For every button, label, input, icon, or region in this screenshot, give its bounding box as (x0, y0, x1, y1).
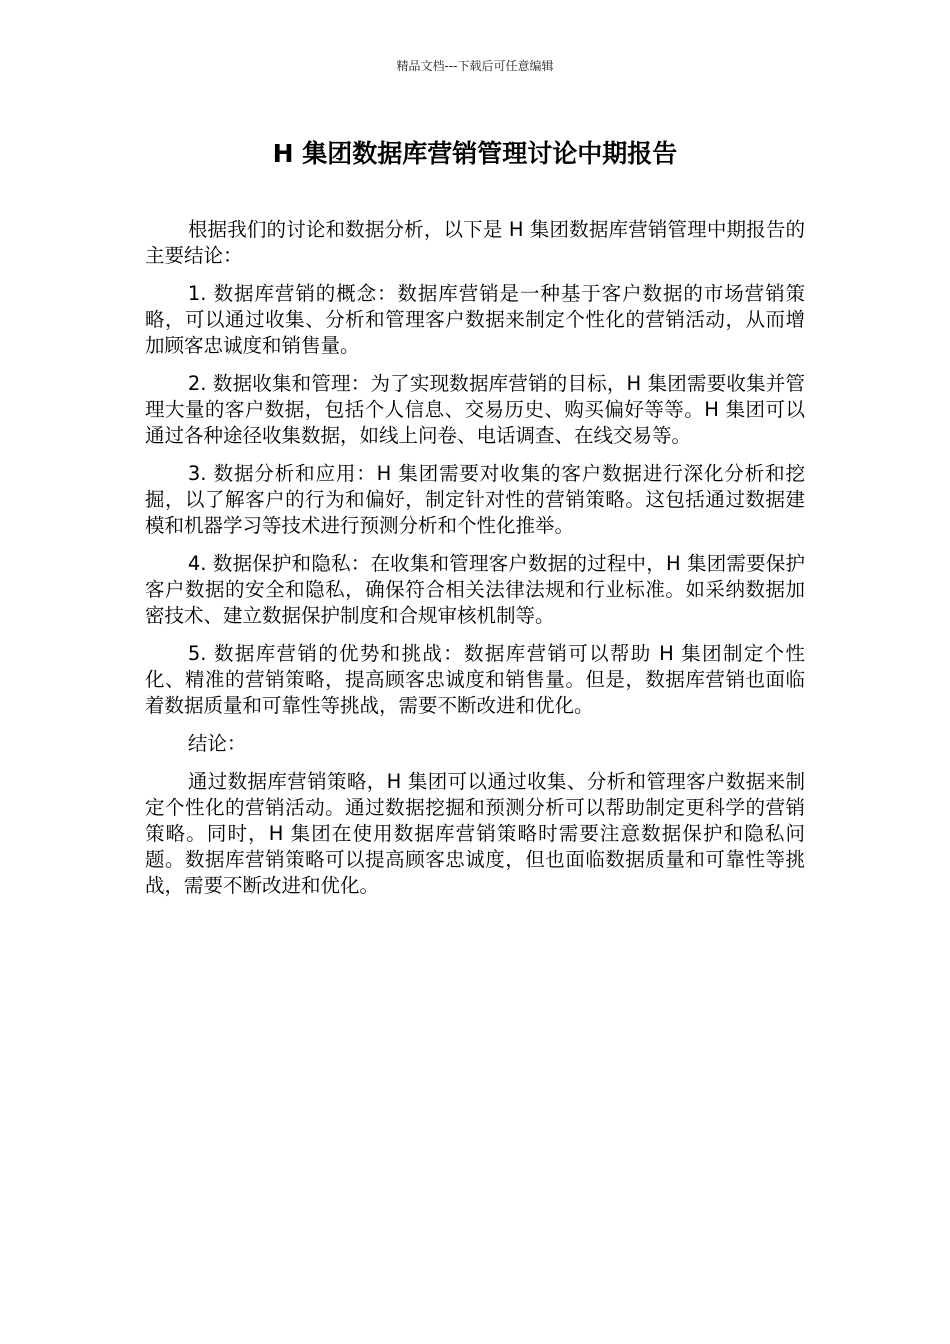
paragraph-point-3: 3. 数据分析和应用：H 集团需要对收集的客户数据进行深化分析和挖掘，以了解客户的行为和偏好，制定针对性的营销策略。这包括通过数据建模和机器学习等技术进行预测分析和个性化推举。 (145, 462, 805, 537)
paragraph-point-4: 4. 数据保护和隐私：在收集和管理客户数据的过程中，H 集团需要保护客户数据的安全和隐私，确保符合相关法律法规和行业标准。如采纳数据加密技术、建立数据保护制度和合规审核机制等。 (145, 552, 805, 627)
paragraph-conclusion-heading: 结论： (187, 732, 247, 755)
paragraph-point-2: 2. 数据收集和管理：为了实现数据库营销的目标，H 集团需要收集并管理大量的客户数据，包括个人信息、交易历史、购买偏好等等。H 集团可以通过各种途径收集数据，如线上问卷、电话调查、在线交易等。 (145, 372, 805, 447)
page-header: 精品文档---下载后可任意编辑 (396, 59, 554, 73)
paragraph-point-5: 5. 数据库营销的优势和挑战：数据库营销可以帮助 H 集团制定个性化、精准的营销策略，提高顾客忠诚度和销售量。但是，数据库营销也面临着数据质量和可靠性等挑战，需要不断改进和优化。 (145, 642, 805, 717)
document-title: H 集团数据库营销管理讨论中期报告 (272, 139, 678, 168)
paragraph-intro: 根据我们的讨论和数据分析，以下是 H 集团数据库营销管理中期报告的主要结论： (145, 218, 805, 267)
paragraph-conclusion: 通过数据库营销策略，H 集团可以通过收集、分析和管理客户数据来制定个性化的营销活动。通过数据挖掘和预测分析可以帮助制定更科学的营销策略。同时，H 集团在使用数据库营销策略时需要注意数据保护和隐私问题。数据库营销策略可以提高顾客忠诚度，但也面临数据质量和可靠性等挑战，需要不断改进和优化。 (145, 770, 805, 897)
paragraph-point-1: 1. 数据库营销的概念：数据库营销是一种基于客户数据的市场营销策略，可以通过收集、分析和管理客户数据来制定个性化的营销活动，从而增加顾客忠诚度和销售量。 (145, 282, 805, 357)
document-body (145, 217, 805, 911)
